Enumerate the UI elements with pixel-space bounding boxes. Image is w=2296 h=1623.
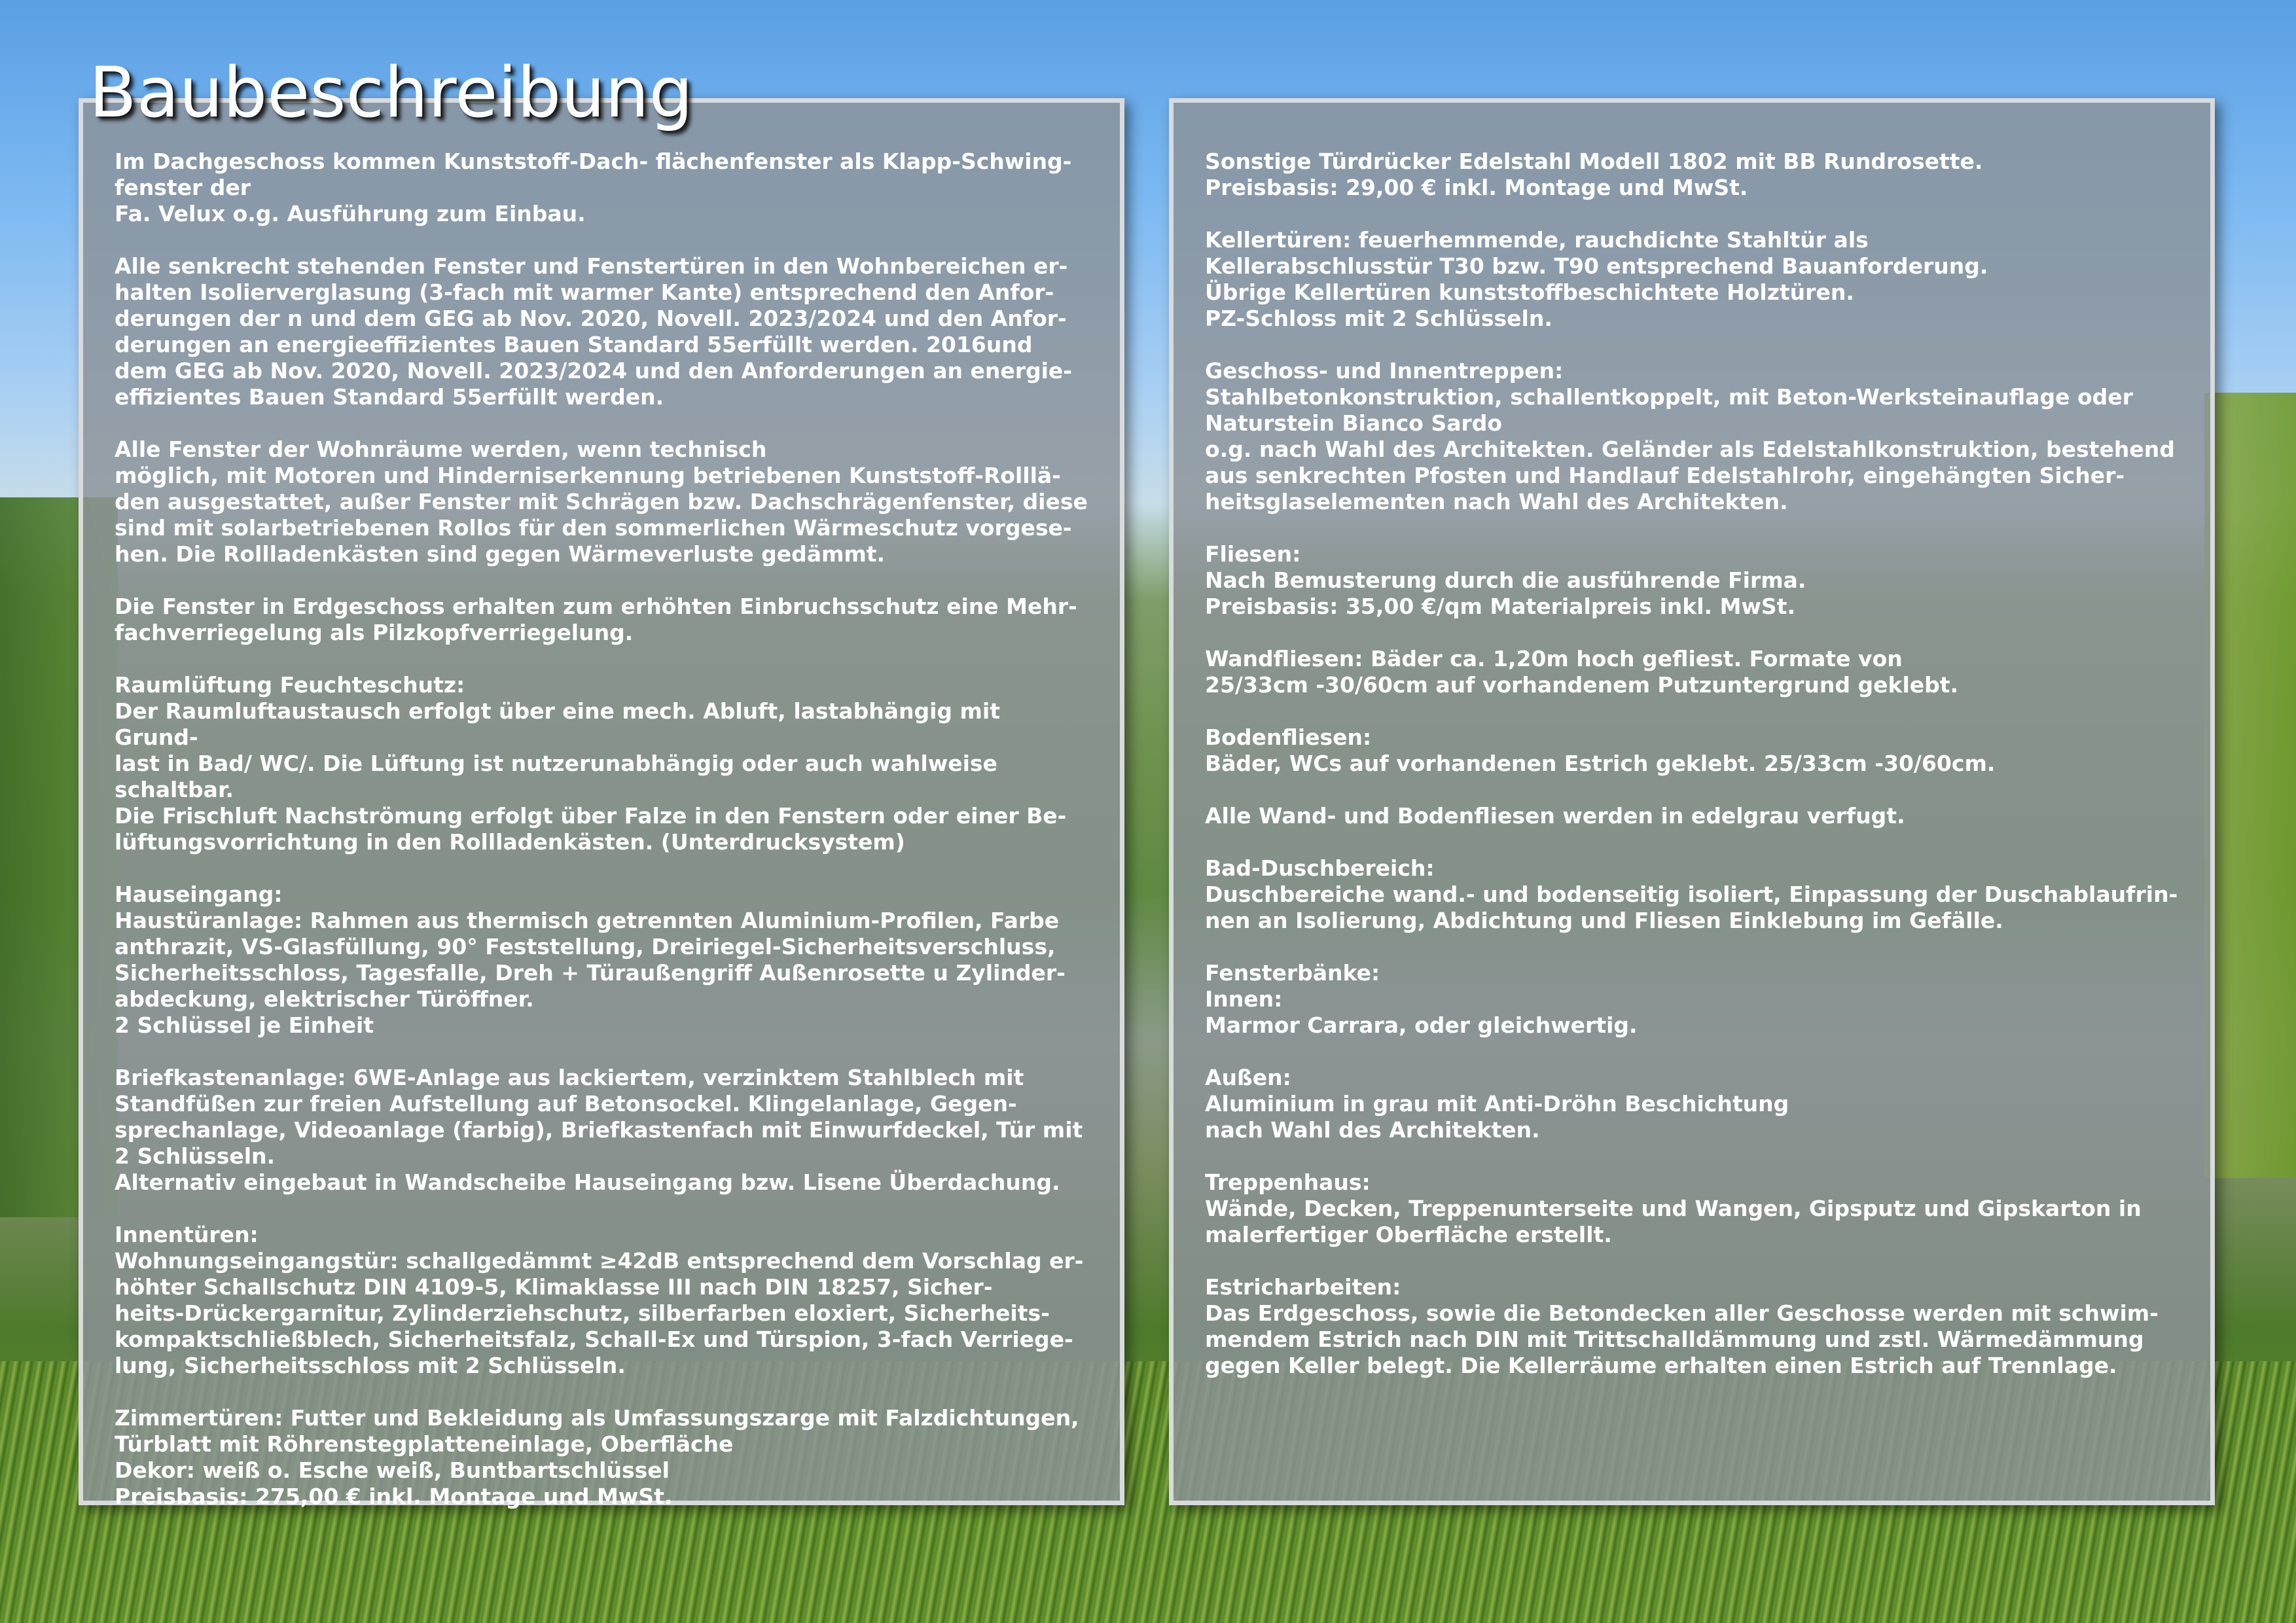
text-line: Kellerabschlusstür T30 bzw. T90 entsprechend Bauanforderung. (1205, 253, 1988, 279)
text-line: Sonstige Türdrücker Edelstahl Modell 1802 mit BB Rundrosette. (1205, 149, 1983, 174)
text-line: fachverriegelung als Pilzkopfverriegelung. (115, 620, 634, 645)
text-line: heitsglaselementen nach Wahl des Architekten. (1205, 489, 1788, 514)
text-line: effizientes Bauen Standard 55erfüllt werden. (115, 384, 664, 410)
paragraph (1205, 855, 2179, 934)
text-line: Übrige Kellertüren kunststoffbeschichtete Holztüren. (1205, 279, 1854, 305)
text-line: Haustüranlage: Rahmen aus thermisch getrennten Aluminium-Profilen, Farbe (115, 908, 1060, 933)
text-line: Innen: (1205, 986, 1283, 1012)
paragraph (115, 594, 1088, 646)
text-line: lüftungsvorrichtung in den Rollladenkästen. (Unterdrucksystem) (115, 829, 905, 855)
text-line: Dekor: weiß o. Esche weiß, Buntbartschlüssel (115, 1457, 670, 1483)
text-line: Fliesen: (1205, 541, 1301, 567)
text-line: gegen Keller belegt. Die Kellerräume erhalten einen Estrich auf Trennlage. (1205, 1353, 2117, 1378)
text-line: hen. Die Rollladenkästen sind gegen Wärmeverluste gedämmt. (115, 541, 886, 567)
text-line: Alle senkrecht stehenden Fenster und Fenstertüren in den Wohnbereichen er- (115, 253, 1068, 279)
text-line: Die Frischluft Nachströmung erfolgt über Falze in den Fenstern oder einer Be- (115, 803, 1067, 829)
text-line: Preisbasis: 275,00 € inkl. Montage und MwSt. (115, 1484, 673, 1509)
text-line: sprechanlage, Videoanlage (farbig), Briefkastenfach mit Einwurfdeckel, Tür mit (115, 1117, 1083, 1143)
text-line: Preisbasis: 29,00 € inkl. Montage und MwSt. (1205, 175, 1748, 200)
text-line: Fensterbänke: (1205, 960, 1380, 986)
text-line: abdeckung, elektrischer Türöffner. (115, 986, 534, 1012)
text-line: mendem Estrich nach DIN mit Trittschalldämmung und zstl. Wärmedämmung (1205, 1327, 2144, 1352)
left-text-panel (79, 98, 1124, 1509)
text-line: Stahlbetonkonstruktion, schallentkoppelt, mit Beton-Werksteinauflage oder (1205, 384, 2133, 410)
paragraph (115, 1405, 1088, 1510)
text-line: Standfüßen zur freien Aufstellung auf Betonsockel. Klingelanlage, Gegen- (115, 1091, 1017, 1116)
text-line: sind mit solarbetriebenen Rollos für den sommerlichen Wärmeschutz vorgese- (115, 515, 1072, 541)
text-line: Wandfliesen: Bäder ca. 1,20m hoch gefliest. Formate von (1205, 646, 1903, 671)
paragraph (1205, 541, 2179, 620)
text-line: fenster der (115, 175, 251, 200)
text-line: Alternativ eingebaut in Wandscheibe Hauseingang bzw. Lisene Überdachung. (115, 1169, 1060, 1195)
paragraph (115, 882, 1088, 1039)
text-line: Der Raumluftaustausch erfolgt über eine mech. Abluft, lastabhängig mit Grund- (115, 698, 1000, 750)
paragraph (115, 1065, 1088, 1196)
text-line: Bäder, WCs auf vorhandenen Estrich geklebt. 25/33cm -30/60cm. (1205, 751, 1996, 776)
text-line: Kellertüren: feuerhemmende, rauchdichte Stahltür als (1205, 227, 1869, 253)
text-line: derungen der n und dem GEG ab Nov. 2020, Novell. 2023/2024 und den Anfor- (115, 306, 1067, 331)
text-line: Zimmertüren: Futter und Bekleidung als Umfassungszarge mit Falzdichtungen, (115, 1405, 1079, 1431)
text-line: malerfertiger Oberfläche erstellt. (1205, 1222, 1612, 1247)
paragraph (1205, 1274, 2179, 1379)
text-line: Außen: (1205, 1065, 1291, 1090)
text-line: Alle Fenster der Wohnräume werden, wenn technisch (115, 437, 767, 462)
text-line: Wohnungseingangstür: schallgedämmt ≥42dB entsprechend dem Vorschlag er- (115, 1248, 1084, 1274)
text-line: Marmor Carrara, oder gleichwertig. (1205, 1012, 1638, 1038)
paragraph (115, 253, 1088, 410)
text-line: Briefkastenanlage: 6WE-Anlage aus lackiertem, verzinktem Stahlblech mit (115, 1065, 1024, 1090)
paragraph (115, 1222, 1088, 1379)
text-line: o.g. nach Wahl des Architekten. Geländer als Edelstahlkonstruktion, bestehend (1205, 437, 2175, 462)
text-line: Die Fenster in Erdgeschoss erhalten zum erhöhten Einbruchsschutz eine Mehr- (115, 594, 1077, 619)
page-title: Baubeschreibung (89, 52, 693, 133)
text-line: Estricharbeiten: (1205, 1274, 1401, 1300)
text-line: Geschoss- und Innentreppen: (1205, 358, 1564, 383)
paragraph (1205, 227, 2179, 332)
text-line: Im Dachgeschoss kommen Kunststoff-Dach- flächenfenster als Klapp-Schwing- (115, 149, 1072, 174)
text-line: Bodenfliesen: (1205, 724, 1372, 750)
text-line: Nach Bemusterung durch die ausführende Firma. (1205, 567, 1806, 593)
text-line: PZ-Schloss mit 2 Schlüsseln. (1205, 306, 1552, 331)
text-line: Das Erdgeschoss, sowie die Betondecken aller Geschosse werden mit schwim- (1205, 1300, 2159, 1326)
text-line: nach Wahl des Architekten. (1205, 1117, 1540, 1143)
background-trees-right (2204, 393, 2296, 1178)
text-line: höhter Schallschutz DIN 4109-5, Klimaklasse III nach DIN 18257, Sicher- (115, 1274, 993, 1300)
text-line: 2 Schlüsseln. (115, 1143, 276, 1169)
paragraph (115, 437, 1088, 567)
paragraph (1205, 724, 2179, 777)
text-line: Wände, Decken, Treppenunterseite und Wangen, Gipsputz und Gipskarton in (1205, 1196, 2142, 1221)
text-line: Preisbasis: 35,00 €/qm Materialpreis inkl. MwSt. (1205, 594, 1795, 619)
paragraph (115, 672, 1088, 855)
right-text-panel (1169, 98, 2215, 1505)
paragraph (1205, 803, 2179, 829)
text-line: Sicherheitsschloss, Tagesfalle, Dreh + Türaußengriff Außenrosette u Zylinder- (115, 960, 1066, 986)
text-line: Naturstein Bianco Sardo (1205, 410, 1503, 436)
text-line: schaltbar. (115, 777, 234, 802)
text-line: kompaktschließblech, Sicherheitsfalz, Schall-Ex und Türspion, 3-fach Verriege- (115, 1327, 1073, 1352)
paragraph (1205, 149, 2179, 201)
text-line: 25/33cm -30/60cm auf vorhandenem Putzuntergrund geklebt. (1205, 672, 1959, 698)
text-line: Türblatt mit Röhrenstegplatteneinlage, Oberfläche (115, 1431, 734, 1457)
paragraph (1205, 960, 2179, 1039)
text-line: 2 Schlüssel je Einheit (115, 1012, 374, 1038)
paragraph (115, 149, 1088, 227)
text-line: Innentüren: (115, 1222, 259, 1247)
text-line: Raumlüftung Feuchteschutz: (115, 672, 465, 698)
text-line: aus senkrechten Pfosten und Handlauf Edelstahlrohr, eingehängten Sicher- (1205, 463, 2125, 488)
text-line: Bad-Duschbereich: (1205, 855, 1435, 881)
text-line: Fa. Velux o.g. Ausführung zum Einbau. (115, 201, 586, 226)
paragraph (1205, 1065, 2179, 1143)
paragraph (1205, 358, 2179, 515)
text-line: den ausgestattet, außer Fenster mit Schrägen bzw. Dachschrägenfenster, diese (115, 489, 1088, 514)
paragraph (1205, 1169, 2179, 1248)
text-line: möglich, mit Motoren und Hinderniserkennung betriebenen Kunststoff-Rolllä- (115, 463, 1061, 488)
text-line: derungen an energieeffizientes Bauen Standard 55erfüllt werden. 2016und (115, 332, 1033, 357)
text-line: nen an Isolierung, Abdichtung und Fliesen Einklebung im Gefälle. (1205, 908, 2003, 933)
text-line: halten Isolierverglasung (3-fach mit warmer Kante) entsprechend den Anfor- (115, 279, 1054, 305)
text-line: Alle Wand- und Bodenfliesen werden in edelgrau verfugt. (1205, 803, 1905, 829)
paragraph (1205, 646, 2179, 698)
text-line: Duschbereiche wand.- und bodenseitig isoliert, Einpassung der Duschablaufrin- (1205, 882, 2178, 907)
text-line: dem GEG ab Nov. 2020, Novell. 2023/2024 und den Anforderungen an energie- (115, 358, 1072, 383)
text-line: anthrazit, VS-Glasfüllung, 90° Feststellung, Dreiriegel-Sicherheitsverschluss, (115, 934, 1056, 959)
text-line: lung, Sicherheitsschloss mit 2 Schlüsseln. (115, 1353, 626, 1378)
text-line: Treppenhaus: (1205, 1169, 1371, 1195)
text-line: Aluminium in grau mit Anti-Dröhn Beschichtung (1205, 1091, 1789, 1116)
text-line: Hauseingang: (115, 882, 283, 907)
text-line: heits-Drückergarnitur, Zylinderziehschutz, silberfarben eloxiert, Sicherheits- (115, 1300, 1050, 1326)
text-line: last in Bad/ WC/. Die Lüftung ist nutzerunabhängig oder auch wahlweise (115, 751, 997, 776)
